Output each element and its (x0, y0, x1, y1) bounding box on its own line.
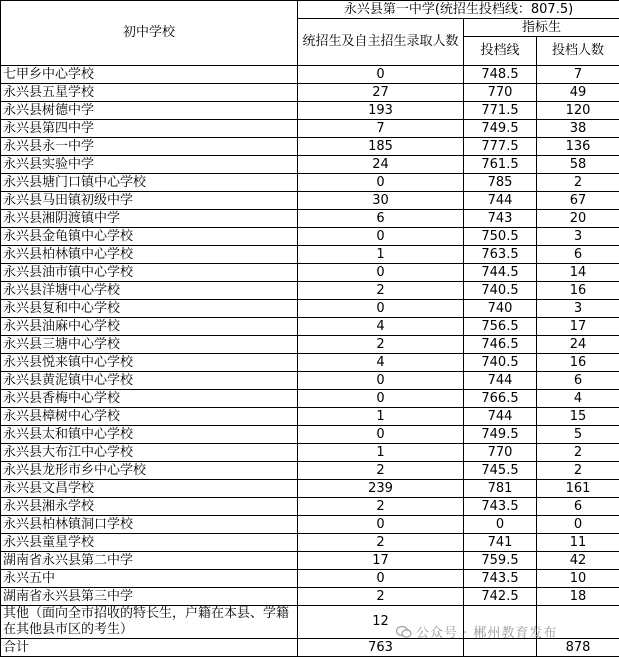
quota-count-cell: 2 (537, 444, 619, 462)
unified-count-cell: 2 (298, 336, 464, 354)
table-row (1, 354, 619, 372)
quota-count-cell: 6 (537, 246, 619, 264)
table-row (1, 570, 619, 588)
table-row (1, 390, 619, 408)
unified-count-cell: 4 (298, 354, 464, 372)
unified-count-cell: 6 (298, 210, 464, 228)
score-cell: 0 (464, 516, 537, 534)
quota-count-cell: 120 (537, 102, 619, 120)
unified-count-cell: 0 (298, 390, 464, 408)
school-name-cell: 七甲乡中心学校 (1, 66, 298, 84)
header-score-col: 投档线 (464, 37, 537, 66)
quota-count-cell: 17 (537, 318, 619, 336)
table-row (1, 84, 619, 102)
score-cell: 763.5 (464, 246, 537, 264)
table-row (1, 300, 619, 318)
school-name-cell: 永兴县湘永学校 (1, 498, 298, 516)
school-name-cell: 永兴县樟树中心学校 (1, 408, 298, 426)
unified-count-cell: 0 (298, 570, 464, 588)
quota-count-cell: 2 (537, 174, 619, 192)
score-cell: 750.5 (464, 228, 537, 246)
school-name-cell: 永兴县实验中学 (1, 156, 298, 174)
school-name-cell: 永兴县太和镇中心学校 (1, 426, 298, 444)
table-row (1, 534, 619, 552)
school-name-cell: 永兴县童星学校 (1, 534, 298, 552)
school-name-cell: 永兴县树德中学 (1, 102, 298, 120)
table-row (1, 372, 619, 390)
table-row (1, 228, 619, 246)
score-cell: 742.5 (464, 588, 537, 606)
unified-count-cell: 27 (298, 84, 464, 102)
table-row (1, 552, 619, 570)
school-name-cell: 永兴县柏林镇中心学校 (1, 246, 298, 264)
header-row-1 (1, 1, 619, 19)
quota-count-cell: 58 (537, 156, 619, 174)
quota-count-cell: 20 (537, 210, 619, 228)
header-group-title: 永兴县第一中学(统招生投档线：807.5) (298, 1, 619, 19)
unified-count-cell: 1 (298, 444, 464, 462)
table-row (1, 120, 619, 138)
table-row (1, 498, 619, 516)
unified-count-cell: 0 (298, 300, 464, 318)
school-name-cell: 永兴县塘门口镇中心学校 (1, 174, 298, 192)
table-row (1, 318, 619, 336)
unified-count-cell: 24 (298, 156, 464, 174)
unified-count-cell: 2 (298, 282, 464, 300)
table-row (1, 480, 619, 498)
score-cell: 743.5 (464, 570, 537, 588)
school-name-cell: 永兴县永一中学 (1, 138, 298, 156)
score-cell: 743.5 (464, 498, 537, 516)
unified-count-cell: 193 (298, 102, 464, 120)
unified-count-cell: 0 (298, 264, 464, 282)
score-cell: 748.5 (464, 66, 537, 84)
score-cell: 749.5 (464, 120, 537, 138)
school-name-cell: 湖南省永兴县第三中学 (1, 588, 298, 606)
header-unified-col: 统招生及自主招生录取人数 (298, 19, 464, 66)
header-count-col: 投档人数 (537, 37, 619, 66)
header-school-col: 初中学校 (1, 1, 298, 66)
table-row (1, 588, 619, 606)
school-name-cell: 永兴县复和中心学校 (1, 300, 298, 318)
unified-count-cell: 239 (298, 480, 464, 498)
quota-count-cell: 6 (537, 498, 619, 516)
table-row (1, 408, 619, 426)
score-cell: 781 (464, 480, 537, 498)
school-name-cell: 永兴县悦来镇中心学校 (1, 354, 298, 372)
score-cell: 744.5 (464, 264, 537, 282)
school-name-cell: 永兴县香梅中心学校 (1, 390, 298, 408)
school-name-cell: 永兴县龙形市乡中心学校 (1, 462, 298, 480)
score-cell: 770 (464, 444, 537, 462)
school-name-cell: 永兴五中 (1, 570, 298, 588)
quota-count-cell: 0 (537, 516, 619, 534)
quota-count-cell: 24 (537, 336, 619, 354)
other-school-cell: 其他（面向全市招收的特长生，户籍在本县、学籍在其他县市区的考生） (1, 606, 298, 639)
total-unified-cell: 763 (298, 639, 464, 657)
score-cell: 771.5 (464, 102, 537, 120)
score-cell: 749.5 (464, 426, 537, 444)
score-cell: 777.5 (464, 138, 537, 156)
school-name-cell: 永兴县洋塘中心学校 (1, 282, 298, 300)
quota-count-cell: 4 (537, 390, 619, 408)
unified-count-cell: 1 (298, 408, 464, 426)
table-row (1, 174, 619, 192)
watermark-text: 公众号 · 郴州教育发布 (416, 626, 558, 641)
school-name-cell: 永兴县第四中学 (1, 120, 298, 138)
quota-count-cell: 3 (537, 300, 619, 318)
school-name-cell: 永兴县马田镇初级中学 (1, 192, 298, 210)
unified-count-cell: 2 (298, 462, 464, 480)
score-cell: 743 (464, 210, 537, 228)
quota-count-cell: 38 (537, 120, 619, 138)
unified-count-cell: 185 (298, 138, 464, 156)
table-row (1, 444, 619, 462)
table-row (1, 282, 619, 300)
quota-count-cell: 16 (537, 354, 619, 372)
table-row (1, 192, 619, 210)
quota-count-cell: 161 (537, 480, 619, 498)
table-row (1, 516, 619, 534)
score-cell: 756.5 (464, 318, 537, 336)
total-row (1, 639, 619, 657)
table-row (1, 156, 619, 174)
score-cell: 770 (464, 84, 537, 102)
school-name-cell: 永兴县金龟镇中心学校 (1, 228, 298, 246)
unified-count-cell: 0 (298, 228, 464, 246)
quota-count-cell: 6 (537, 372, 619, 390)
table-row (1, 246, 619, 264)
score-cell: 746.5 (464, 336, 537, 354)
school-name-cell: 永兴县油市镇中心学校 (1, 264, 298, 282)
table-row (1, 426, 619, 444)
table-row (1, 264, 619, 282)
quota-count-cell: 49 (537, 84, 619, 102)
school-name-cell: 永兴县五星学校 (1, 84, 298, 102)
quota-count-cell: 5 (537, 426, 619, 444)
unified-count-cell: 2 (298, 498, 464, 516)
unified-count-cell: 0 (298, 66, 464, 84)
score-cell: 759.5 (464, 552, 537, 570)
school-name-cell: 永兴县油麻中心学校 (1, 318, 298, 336)
score-cell: 744 (464, 372, 537, 390)
school-name-cell: 永兴县柏林镇洞口学校 (1, 516, 298, 534)
total-score-cell (464, 639, 537, 657)
table-row (1, 462, 619, 480)
table-row (1, 66, 619, 84)
school-name-cell: 湖南省永兴县第二中学 (1, 552, 298, 570)
quota-count-cell: 2 (537, 462, 619, 480)
quota-count-cell: 3 (537, 228, 619, 246)
quota-count-cell: 136 (537, 138, 619, 156)
quota-count-cell: 11 (537, 534, 619, 552)
score-cell: 740 (464, 300, 537, 318)
table-row (1, 336, 619, 354)
unified-count-cell: 30 (298, 192, 464, 210)
school-name-cell: 永兴县大布江中心学校 (1, 444, 298, 462)
unified-count-cell: 2 (298, 534, 464, 552)
unified-count-cell: 7 (298, 120, 464, 138)
watermark (396, 622, 557, 641)
school-name-cell: 永兴县文昌学校 (1, 480, 298, 498)
table-row (1, 138, 619, 156)
other-unified-cell: 12 (298, 606, 464, 639)
quota-count-cell: 15 (537, 408, 619, 426)
score-cell: 741 (464, 534, 537, 552)
score-cell: 785 (464, 174, 537, 192)
unified-count-cell: 0 (298, 174, 464, 192)
unified-count-cell: 0 (298, 426, 464, 444)
quota-count-cell: 16 (537, 282, 619, 300)
score-cell: 740.5 (464, 282, 537, 300)
score-cell: 745.5 (464, 462, 537, 480)
score-cell: 744 (464, 192, 537, 210)
unified-count-cell: 2 (298, 588, 464, 606)
total-count-cell: 878 (537, 639, 619, 657)
score-cell: 740.5 (464, 354, 537, 372)
quota-count-cell: 10 (537, 570, 619, 588)
table-row (1, 102, 619, 120)
total-label-cell: 合计 (1, 639, 298, 657)
score-cell: 761.5 (464, 156, 537, 174)
school-name-cell: 永兴县黄泥镇中心学校 (1, 372, 298, 390)
school-name-cell: 永兴县三塘中心学校 (1, 336, 298, 354)
unified-count-cell: 4 (298, 318, 464, 336)
quota-count-cell: 42 (537, 552, 619, 570)
unified-count-cell: 1 (298, 246, 464, 264)
score-cell: 766.5 (464, 390, 537, 408)
school-name-cell: 永兴县湘阴渡镇中学 (1, 210, 298, 228)
table-row (1, 210, 619, 228)
header-quota-group: 指标生 (464, 19, 619, 37)
unified-count-cell: 0 (298, 372, 464, 390)
quota-count-cell: 14 (537, 264, 619, 282)
quota-count-cell: 7 (537, 66, 619, 84)
score-cell: 744 (464, 408, 537, 426)
unified-count-cell: 0 (298, 516, 464, 534)
unified-count-cell: 17 (298, 552, 464, 570)
wechat-icon (396, 625, 412, 639)
quota-count-cell: 18 (537, 588, 619, 606)
quota-count-cell: 67 (537, 192, 619, 210)
